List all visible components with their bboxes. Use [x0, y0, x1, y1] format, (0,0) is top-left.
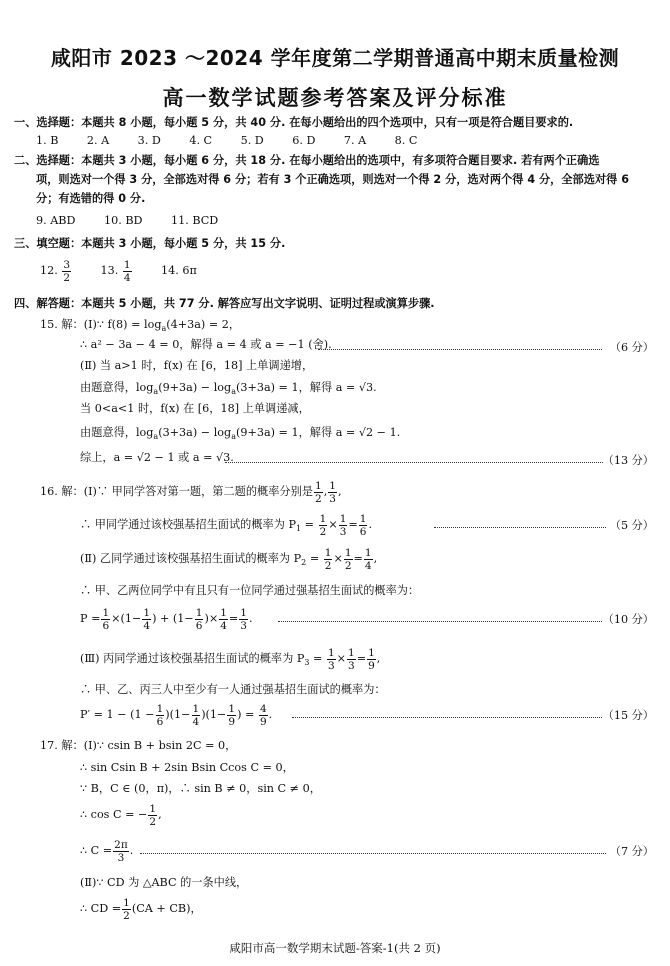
answer-6: 6. D	[292, 134, 316, 147]
answer-2: 2. A	[86, 134, 110, 147]
answer-1: 1. B	[36, 134, 59, 147]
answer-9: 9. ABD	[36, 214, 76, 227]
exam-subtitle: 高一数学试题参考答案及评分标准	[162, 86, 508, 110]
exam-title: 咸阳市 2023 ～2024 学年度第二学期普通高中期末质量检测	[50, 46, 620, 70]
dot-leader	[318, 349, 602, 350]
dot-leader	[140, 853, 606, 854]
answer-10: 10. BD	[103, 214, 143, 227]
section-3-answers: 12. $\frac{3}{2}$ 13. $\frac{1}{4}$ 14. 6π	[40, 258, 197, 284]
answer-14: 14. 6π	[161, 264, 197, 277]
section-1-answers	[36, 133, 417, 149]
answer-4: 4. C	[189, 134, 213, 147]
section-4-heading: 四、解答题：本题共 5 小题，共 77 分. 解答应写出文字说明、证明过程或演算步骤.	[14, 297, 435, 310]
section-2-intro-line2: 项，则选对一个得 3 分，全部选对得 6 分；若有 3 个正确选项，则选对一个得 2 分，选对两个得 4 分，全部选对得 6	[36, 173, 629, 186]
q15-line-5: 当 0<a<1 时，f(x) 在 [6，18] 上单调递减，	[80, 402, 310, 415]
q16-line-8: P′ = 1 − (1 − $\frac{1}{6}$ )(1− $\frac{1}{4}$ )(1− $\frac{1}{9}$ ) = $\frac{4}{9}$ .	[80, 702, 273, 728]
q16-line-5: P = $\frac{1}{6}$ ×(1− $\frac{1}{4}$ ) + (1− $\frac{1}{6}$ )× $\frac{1}{4}$ = $\frac{1}{3}$ .	[80, 606, 253, 632]
dot-leader	[434, 527, 606, 528]
q16-line-1: 16. 解：(Ⅰ)∵ 甲同学答对第一题，第二题的概率分别是 $\frac{1}{2}$ , $\frac{1}{3}$ ,	[40, 479, 342, 505]
answer-11: 11. BCD	[170, 214, 219, 227]
answer-7: 7. A	[343, 134, 367, 147]
q17-line-6: (Ⅱ)∵ CD 为 △ABC 的一条中线，	[80, 876, 248, 889]
answer-13-fraction: $\frac{1}{4}$	[123, 258, 131, 284]
dot-leader	[292, 717, 602, 718]
q16-score-2: （10 分）	[602, 613, 654, 626]
q15-line-1: 15. 解：(Ⅰ)∵ $f(8) = \log_a(4+3a) = 2$，	[40, 318, 241, 334]
q17-line-4: ∴ cos C = − $\frac{1}{2}$ ,	[80, 802, 162, 828]
dot-leader	[225, 462, 603, 463]
section-2-intro-line3: 分；有选错的得 0 分.	[36, 192, 146, 205]
q17-score-1: （7 分）	[609, 845, 654, 858]
q17-line-2: ∴ sin Csin B + 2sin Bsin Ccos C = 0，	[80, 761, 294, 774]
q15-line-2: ∴ a² − 3a − 4 = 0，解得 a = 4 或 a = −1 (舍).	[80, 338, 332, 351]
q15-score-1: （6 分）	[609, 341, 654, 354]
q15-line-4: 由题意得，$\log_a(9+3a) - \log_a(3+3a) = 1$，解得 a = √3.	[80, 381, 377, 397]
dot-leader	[278, 621, 602, 622]
q15-line-3: (Ⅱ) 当 a>1 时，f(x) 在 [6，18] 上单调递增，	[80, 359, 314, 372]
q17-line-7: ∴ CD = $\frac{1}{2}$ (CA + CB)，	[80, 896, 202, 922]
answer-12-fraction: $\frac{3}{2}$	[63, 258, 71, 284]
q17-line-5: ∴ C = $\frac{2\pi}{3}$ .	[80, 838, 134, 864]
q15-line-6: 由题意得，$\log_a(3+3a) - \log_a(9+3a) = 1$，解得 a = √2 − 1.	[80, 426, 401, 442]
q16-score-1: （5 分）	[609, 519, 654, 532]
section-1-heading: 一、选择题：本题共 8 小题，每小题 5 分，共 40 分. 在每小题给出的四个选项中，只有一项是符合题目要求的.	[14, 116, 574, 129]
answer-3: 3. D	[137, 134, 161, 147]
section-2-heading: 二、选择题：本题共 3 小题，每小题 6 分，共 18 分. 在每小题给出的选项中，有多项符合题目要求. 若有两个正确选	[14, 154, 600, 167]
q15-score-2: （13 分）	[602, 454, 654, 467]
section-2-answers	[36, 213, 218, 229]
q17-line-3: ∵ B，C ∈ (0，π)，∴ sin B ≠ 0，sin C ≠ 0，	[80, 782, 321, 795]
q16-line-3: (Ⅱ) 乙同学通过该校强基招生面试的概率为 $P_2$ = $\frac{1}{2}$ × $\frac{1}{2}$ = $\frac{1}{4}$ ,	[80, 546, 378, 572]
q17-line-1: 17. 解：(Ⅰ)∵ csin B + bsin 2C = 0，	[40, 739, 237, 752]
section-3-heading: 三、填空题：本题共 3 小题，每小题 5 分，共 15 分.	[14, 237, 286, 250]
q16-line-6: (Ⅲ) 丙同学通过该校强基招生面试的概率为 $P_3$ = $\frac{1}{3}$ × $\frac{1}{3}$ = $\frac{1}{9}$ ,	[80, 646, 381, 672]
q16-line-7: ∴ 甲、乙、丙三人中至少有一人通过强基招生面试的概率为：	[80, 683, 386, 696]
page-footer: 咸阳市高一数学期末试题-答案-1(共 2 页)	[229, 941, 441, 955]
q15-line-7: 综上，a = √2 − 1 或 a = √3.	[80, 451, 234, 464]
q16-line-4: ∴ 甲、乙两位同学中有且只有一位同学通过强基招生面试的概率为：	[80, 584, 420, 597]
q16-score-3: （15 分）	[602, 709, 654, 722]
answer-8: 8. C	[394, 134, 418, 147]
q16-line-2: ∴ 甲同学通过该校强基招生面试的概率为 $P_1$ = $\frac{1}{2}$ × $\frac{1}{3}$ = $\frac{1}{6}$ .	[80, 512, 372, 538]
answer-5: 5. D	[240, 134, 264, 147]
